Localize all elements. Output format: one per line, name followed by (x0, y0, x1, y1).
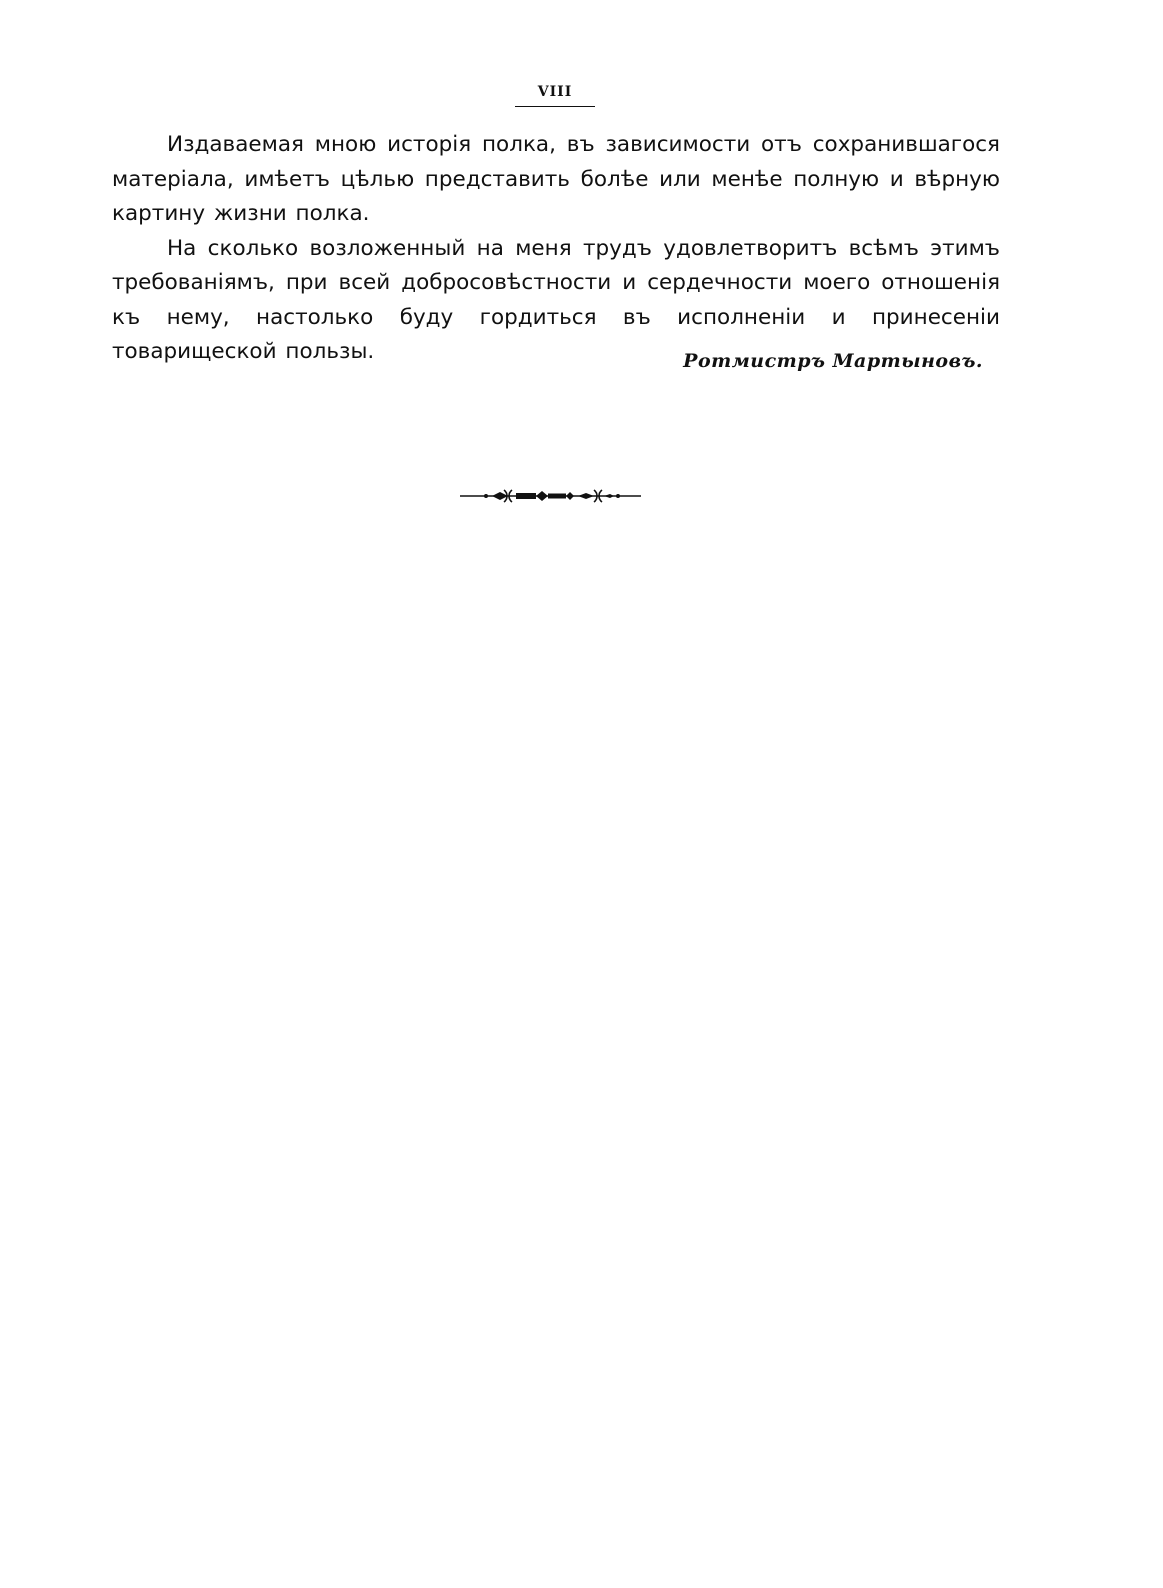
decorative-ornament-icon (458, 484, 643, 508)
page-number: VIII (537, 84, 573, 100)
paragraph-2: На сколько возложенный на меня трудъ удовлетворитъ всѣмъ этимъ требованіямъ, при всей добросовѣстности и сердечности моего отношенія къ нему, настолько буду гордиться въ исполненіи и принесеніи товарищеской пользы. (112, 235, 1000, 364)
body-text (112, 128, 1000, 370)
page-number-rule (515, 106, 595, 107)
signature: Ротмистръ Мартыновъ. (683, 350, 983, 372)
paragraph-1: Издаваемая мною исторія полка, въ зависимости отъ сохранившагося матеріала, имѣетъ цѣлью представить болѣе или менѣе полную и вѣрную картину жизни полка. (112, 132, 1000, 226)
